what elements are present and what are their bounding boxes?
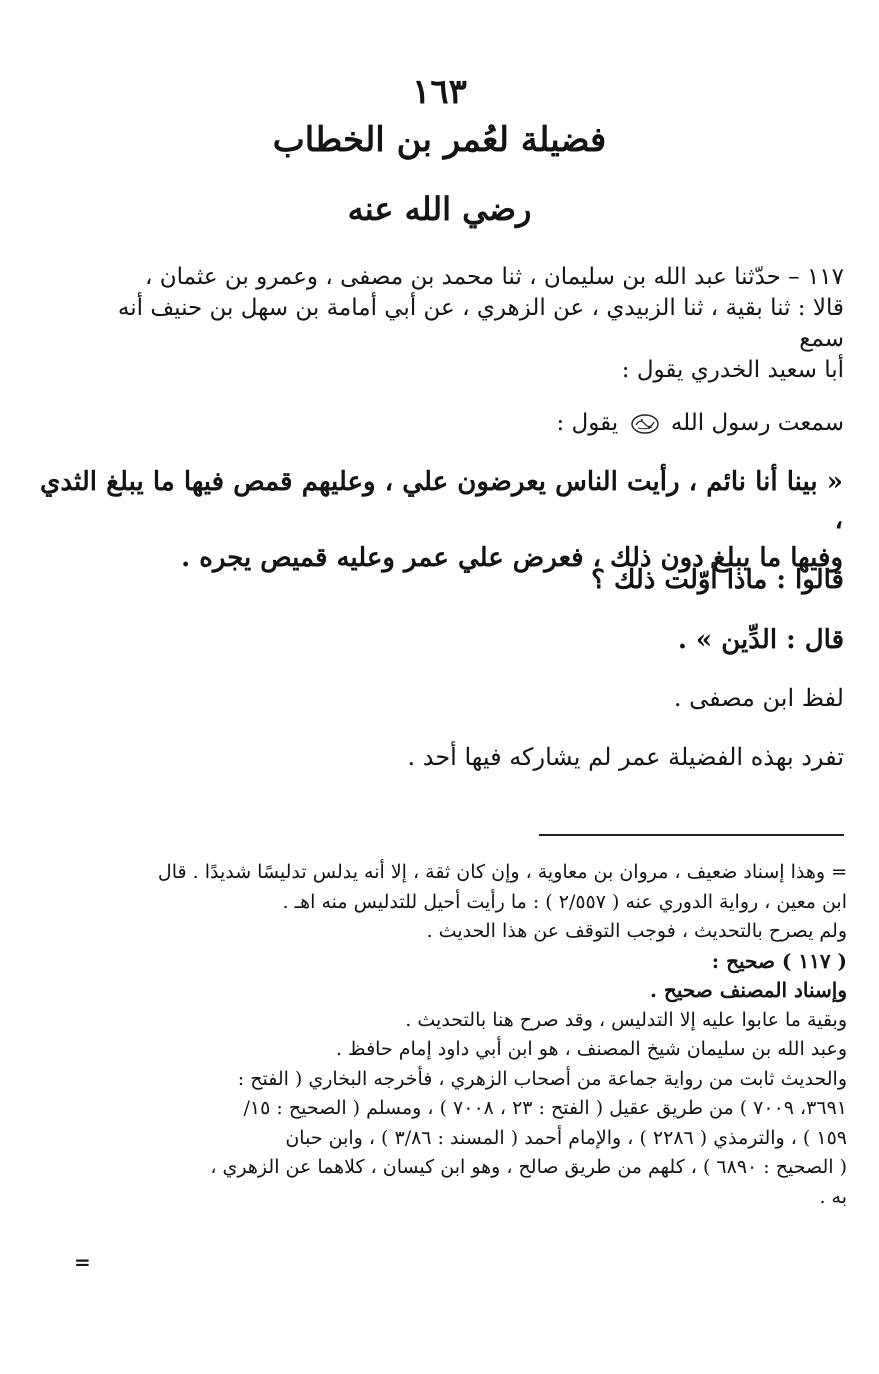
isnad-line: ١١٧ – حدّثنا عبد الله بن سليمان ، ثنا محمد بن مصفى ، وعمرو بن عثمان ، xyxy=(144,264,844,290)
chapter-subtitle: رضي الله عنه xyxy=(347,190,532,228)
footnote-separator xyxy=(539,834,844,836)
hadith-intro-text: سمعت رسول الله xyxy=(670,410,844,436)
isnad-line: قالا : ثنا بقية ، ثنا الزبيدي ، عن الزهري ، عن أبي أمامة بن سهل بن حنيف أنه سمع xyxy=(117,295,844,352)
footnote-line: وعبد الله بن سليمان شيخ المصنف ، هو ابن أبي داود إمام حافظ . xyxy=(335,1038,847,1060)
footnote-line: ١٥٩ ) ، والترمذي ( ٢٢٨٦ ) ، والإمام أحمد ( المسند : ٣/٨٦ ) ، وابن حبان xyxy=(285,1126,847,1149)
footnote-verdict: وإسناد المصنف صحيح . xyxy=(650,978,847,1002)
hadith-intro-text: يقول : xyxy=(556,410,619,436)
footnote-line: ( الصحيح : ٦٨٩٠ ) ، كلهم من طريق صالح ، وهو ابن كيسان ، كلاهما عن الزهري ، xyxy=(210,1156,847,1178)
continuation-mark: = xyxy=(74,1250,91,1274)
footnote-line: والحديث ثابت من رواية جماعة من أصحاب الزهري ، فأخرجه البخاري ( الفتح : xyxy=(237,1067,847,1090)
matn-line: « بينا أنا نائم ، رأيت الناس يعرضون علي ، وعليهم قمص فيها ما يبلغ الثدي ، xyxy=(40,467,843,535)
matn-line: وفيها ما يبلغ دون ذلك ، فعرض علي عمر وعليه قميص يجره . xyxy=(181,543,843,573)
hadith-intro xyxy=(70,408,844,439)
page-number: ١٦٣ xyxy=(412,72,467,112)
footnotes xyxy=(62,858,847,1212)
footnote-line: = وهذا إسناد ضعيف ، مروان بن معاوية ، وإن كان ثقة ، إلا أنه يدلس تدليسًا شديدًا . قال xyxy=(157,861,847,883)
matn-question: قالوا : ماذا أوّلت ذلك ؟ xyxy=(591,565,844,595)
footnote-line: وبقية ما عابوا عليه إلا التدليس ، وقد صرح هنا بالتحديث . xyxy=(405,1008,847,1031)
footnote-line: به . xyxy=(819,1185,847,1208)
isnad-line: أبا سعيد الخدري يقول : xyxy=(621,357,844,383)
isnad-paragraph xyxy=(70,262,844,386)
lafz-note: لفظ ابن مصفى . xyxy=(673,684,844,712)
footnote-line: ولم يصرح بالتحديث ، فوجب التوقف عن هذا الحديث . xyxy=(426,920,847,942)
matn-answer: قال : الدِّين » . xyxy=(677,625,844,655)
tafarrud-note: تفرد بهذه الفضيلة عمر لم يشاركه فيها أحد . xyxy=(407,743,844,771)
salla-allahu-alayhi-wasallam-icon xyxy=(630,413,660,435)
footnote-line: ابن معين ، رواية الدوري عنه ( ٢/٥٥٧ ) : ما رأيت أحيل للتدليس منه اهـ . xyxy=(282,890,847,913)
chapter-title: فضيلة لعُمر بن الخطاب xyxy=(272,120,607,160)
hadith-matn xyxy=(40,463,843,577)
footnote-heading: ( ١١٧ ) صحيح : xyxy=(711,948,847,973)
footnote-line: ٣٦٩١، ٧٠٠٩ ) من طريق عقيل ( الفتح : ٢٣ ، ٧٠٠٨ ) ، ومسلم ( الصحيح : ١٥/ xyxy=(243,1097,847,1119)
